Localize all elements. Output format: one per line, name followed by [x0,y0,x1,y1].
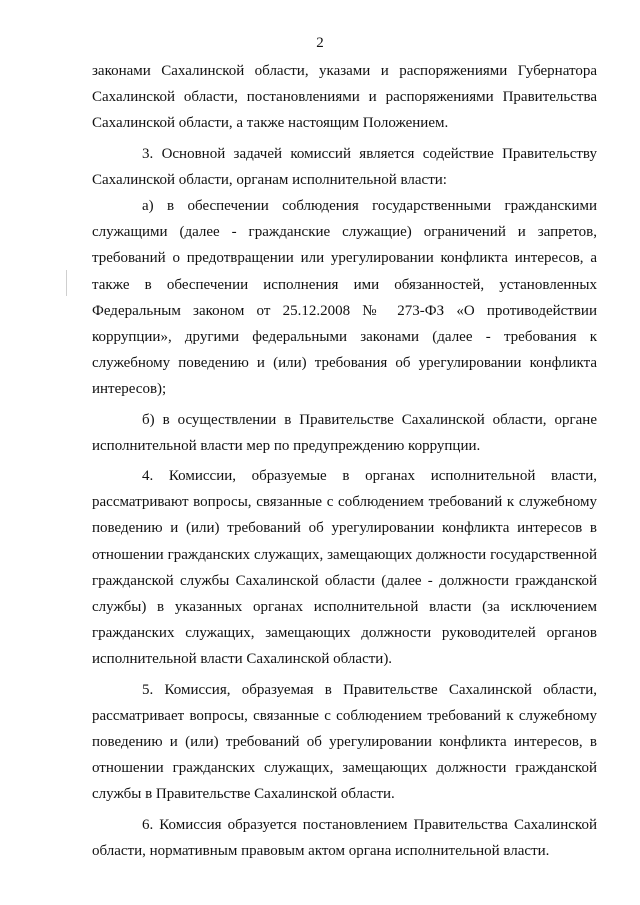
page-number: 2 [316,35,324,51]
paragraph-5: 5. Комиссия, образуемая в Правительстве Сахалинской области, рассматривает вопросы, связанные с соблюдением требований к служебному поведению и (или) требований об урегулировании конфликта интересов, в отношении гражданских служащих, замещающих должности гражданской службы в Правительстве Сахалинской области. [92,681,597,803]
document-body [92,58,597,864]
paragraph-continuation: законами Сахалинской области, указами и распоряжениями Губернатора Сахалинской области, постановлениями и распоряжениями Правительства Сахалинской области, а также настоящим Положением. [92,63,597,132]
paragraph-3b: б) в осуществлении в Правительстве Сахалинской области, органе исполнительной власти мер по предупреждению коррупции. [92,411,597,454]
paragraph-3a: а) в обеспечении соблюдения государственными гражданскими служащими (далее - гражданские служащие) ограничений и запретов, требований о предотвращении или урегулировании конфликта интересов, а также в обеспечении исполнения ими обязанностей, установленных Федеральным законом от 25.12.2008 № 273-ФЗ «О противодействии коррупции», другими федеральными законами (далее - требования к служебному поведению и (или) требования об урегулировании конфликта интересов); [92,198,597,398]
paragraph-6: 6. Комиссия образуется постановлением Правительства Сахалинской области, нормативным правовым актом органа исполнительной власти. [92,816,597,859]
paragraph-3: 3. Основной задачей комиссий является содействие Правительству Сахалинской области, органам исполнительной власти: [92,145,597,188]
scan-artifact [66,270,67,296]
paragraph-4: 4. Комиссии, образуемые в органах исполнительной власти, рассматривают вопросы, связанные с соблюдением требований к служебному поведению и (или) требований об урегулировании конфликта интересов в отношении гражданских служащих, замещающих должности государственной гражданской службы Сахалинской области (далее - должности гражданской службы) в указанных органах исполнительной власти (за исключением гражданских служащих, замещающих должности руководителей органов исполнительной власти Сахалинской области). [92,468,597,668]
